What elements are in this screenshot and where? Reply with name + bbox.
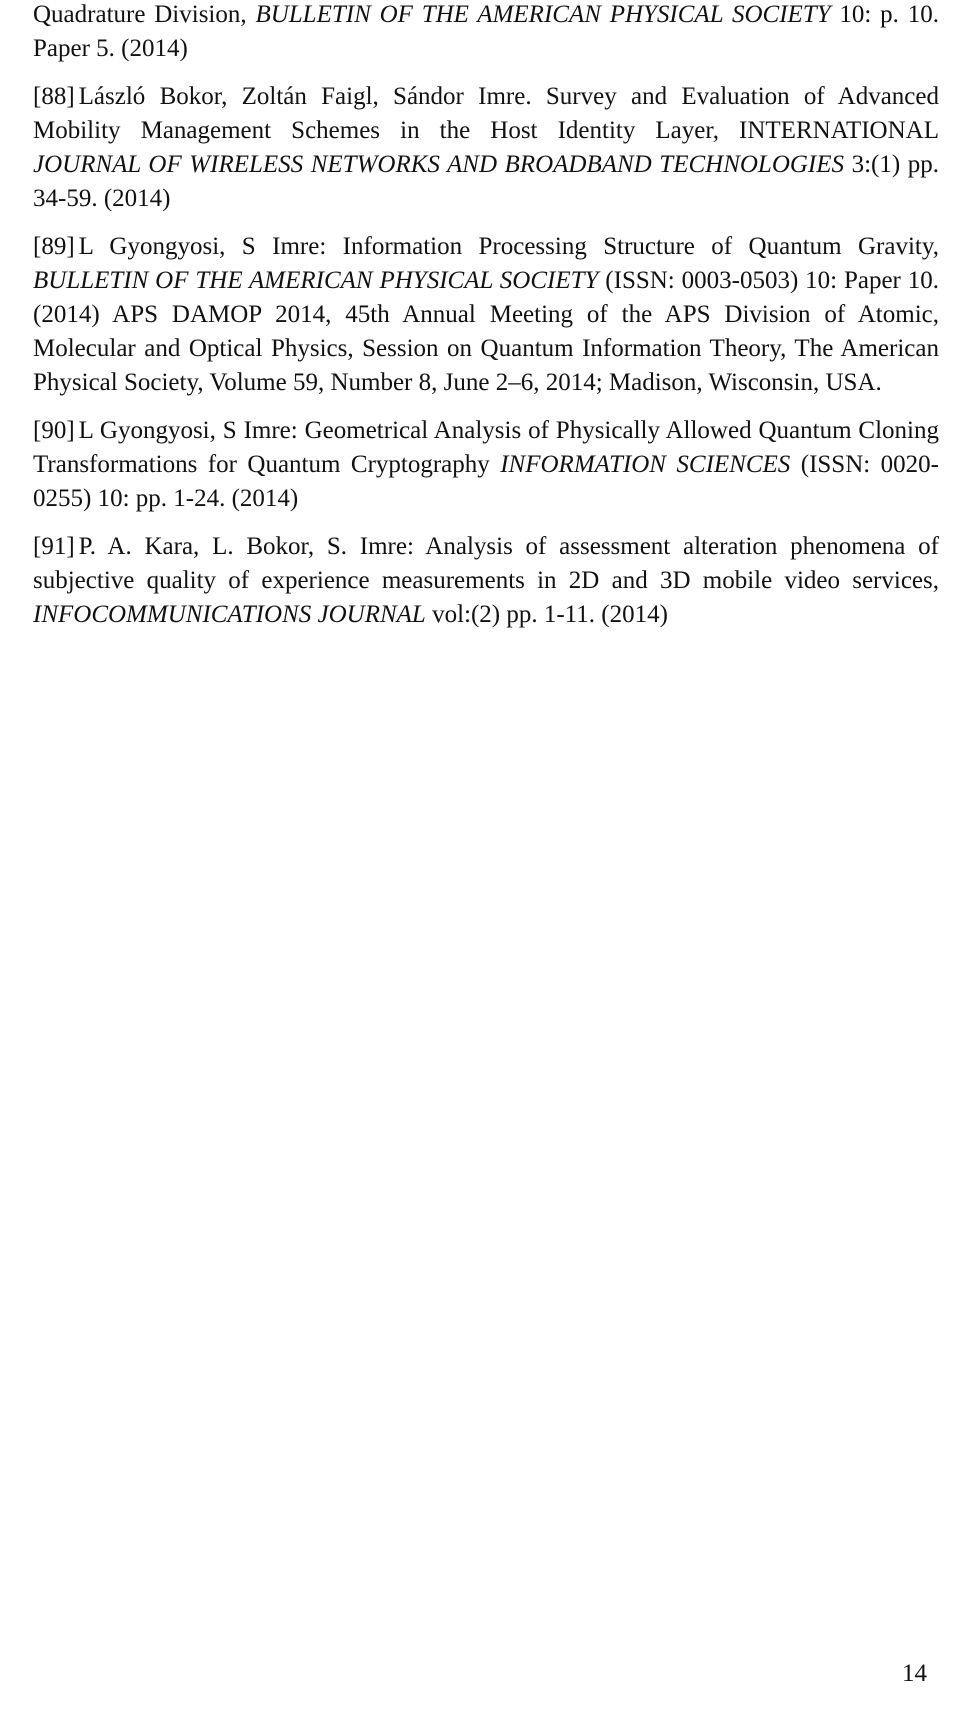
reference-entry-90 <box>33 414 939 516</box>
reference-entry-continued <box>33 0 939 66</box>
journal-title: INFOCOMMUNICATIONS JOURNAL <box>33 601 426 628</box>
journal-title: INFORMATION SCIENCES <box>500 451 791 478</box>
reference-segment: Quadrature Division, <box>33 1 256 28</box>
reference-entry-89 <box>33 230 939 400</box>
journal-title: BULLETIN OF THE AMERICAN PHYSICAL SOCIETY <box>33 267 599 294</box>
reference-number: [88] <box>33 83 75 110</box>
journal-title: BULLETIN OF THE AMERICAN PHYSICAL SOCIETY <box>255 1 831 28</box>
reference-segment: vol:(2) pp. 1-11. (2014) <box>425 601 668 628</box>
document-page <box>33 0 939 646</box>
reference-entry-91 <box>33 530 939 632</box>
reference-segment: (ISSN: 0020-0255) 10: pp. 1-24. (2014) <box>33 451 939 512</box>
reference-number: [89] <box>33 233 75 260</box>
reference-segment: P. A. Kara, L. Bokor, S. Imre: Analysis of assessment alteration phenomena of subjective quality of experience measurements in 2D and 3D mobile video services, <box>33 533 939 594</box>
reference-segment: L Gyongyosi, S Imre: Information Processing Structure of Quantum Gravity, <box>78 233 939 260</box>
reference-segment: 3:(1) pp. 34-59. (2014) <box>33 151 939 212</box>
reference-entry-88 <box>33 80 939 216</box>
reference-segment: L Gyongyosi, S Imre: Geometrical Analysis of Physically Allowed Quantum Cloning Transformations for Quantum Cryptography <box>33 417 939 478</box>
reference-segment: (ISSN: 0003-0503) 10: Paper 10. (2014) APS DAMOP 2014, 45th Annual Meeting of the APS Division of Atomic, Molecular and Optical Physics, Session on Quantum Information Theory, The American Physical Society, Volume 59, Number 8, June 2–6, 2014; Madison, Wisconsin, USA. <box>33 267 939 396</box>
journal-title: JOURNAL OF WIRELESS NETWORKS AND BROADBAND TECHNOLOGIES <box>33 151 845 178</box>
reference-list <box>33 0 939 632</box>
reference-segment: 10: p. 10. Paper 5. (2014) <box>33 1 939 62</box>
page-number: 14 <box>902 1660 927 1687</box>
reference-number: [91] <box>33 533 75 560</box>
reference-segment: László Bokor, Zoltán Faigl, Sándor Imre. Survey and Evaluation of Advanced Mobility Management Schemes in the Host Identity Layer, INTERNATIONAL <box>33 83 939 144</box>
reference-number: [90] <box>33 417 75 444</box>
